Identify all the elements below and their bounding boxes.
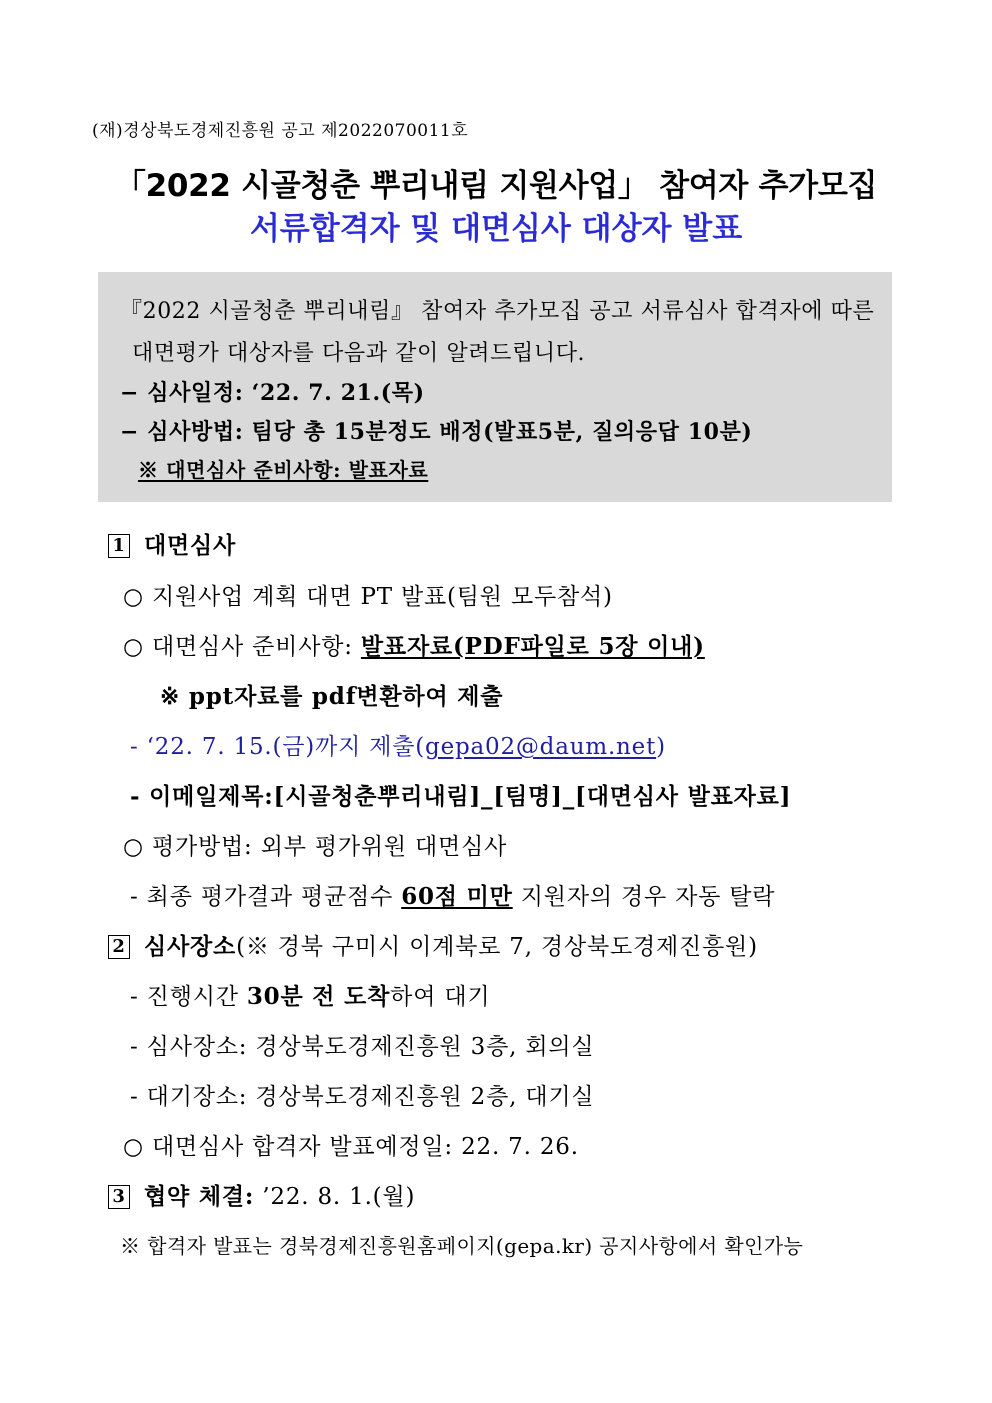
section-1-deadline-suffix: ) [656,734,666,760]
deadline-email-link[interactable]: gepa02@daum.net [425,734,657,760]
section-1-item-2-prefix: ○ 대면심사 준비사항: [123,634,361,660]
section-2-item-2: - 심사장소: 경상북도경제진흥원 3층, 회의실 [130,1034,595,1060]
page-subtitle: 서류합격자 및 대면심사 대상자 발표 [249,211,743,247]
section-1-item-4-emph: 60점 미만 [401,883,513,910]
section-1-item-2 [123,628,705,661]
footer-note: ※ 합격자 발표는 경북경제진흥원홈페이지(gepa.kr) 공지사항에서 확인가능 [120,1234,804,1258]
section-1-email-subject: - 이메일제목:[시골청춘뿌리내림]_[팀명]_[대면심사 발표자료] [130,783,792,810]
section-1-item-4-prefix: - 최종 평가결과 평균점수 [130,884,402,910]
section-1-item-3: ○ 평가방법: 외부 평가위원 대면심사 [123,834,508,860]
section-3-date: ’22. 8. 1.(월) [254,1184,416,1210]
summary-schedule: − 심사일정: ‘22. 7. 21.(목) [120,380,425,406]
notice-number: (재)경상북도경제진흥원 공고 제2022070011호 [92,121,469,141]
section-2-item-1-emph: 30분 전 도착 [246,983,391,1010]
section-2-item-1 [130,978,490,1011]
summary-prep: ※ 대면심사 준비사항: 발표자료 [138,458,429,482]
summary-line-2: 대면평가 대상자를 다음과 같이 알려드립니다. [132,341,586,366]
section-2-item-1-prefix: - 진행시간 [130,984,247,1010]
summary-line-1: 『2022 시골청춘 뿌리내림』 참여자 추가모집 공고 서류심사 합격자에 따른 [120,299,875,324]
section-2-number: 2 [108,935,130,959]
section-2-heading [108,928,758,961]
section-2-item-4: ○ 대면심사 합격자 발표예정일: 22. 7. 26. [123,1134,579,1160]
summary-method: − 심사방법: 팀당 총 15분정도 배정(발표5분, 질의응답 10분) [120,419,753,445]
section-1-title: 대면심사 [144,532,237,559]
section-2-title: 심사장소 [144,933,237,960]
section-2-title-suffix: (※ 경북 구미시 이계북로 7, 경상북도경제진흥원) [236,934,758,960]
section-3-heading [108,1178,415,1211]
summary-box [98,272,892,502]
section-1-item-4 [130,878,775,911]
section-1-heading [108,527,236,560]
section-1-item-2-emph: 발표자료(PDF파일로 5장 이내) [360,633,705,660]
page-title: 「2022 시골청춘 뿌리내림 지원사업」 참여자 추가모집 [114,168,878,204]
section-3-number: 3 [108,1185,130,1209]
section-1-number: 1 [108,534,130,558]
section-1-item-4-suffix: 지원자의 경우 자동 탈락 [512,884,776,910]
section-2-item-1-suffix: 하여 대기 [390,984,491,1010]
section-1-note: ※ ppt자료를 pdf변환하여 제출 [160,683,504,710]
section-1-item-1: ○ 지원사업 계획 대면 PT 발표(팀원 모두참석) [123,584,613,610]
section-2-item-3: - 대기장소: 경상북도경제진흥원 2층, 대기실 [130,1084,595,1110]
section-1-deadline [130,728,666,761]
section-3-title: 협약 체결: [144,1183,255,1210]
section-1-deadline-prefix: - ‘22. 7. 15.(금)까지 제출( [130,734,426,760]
